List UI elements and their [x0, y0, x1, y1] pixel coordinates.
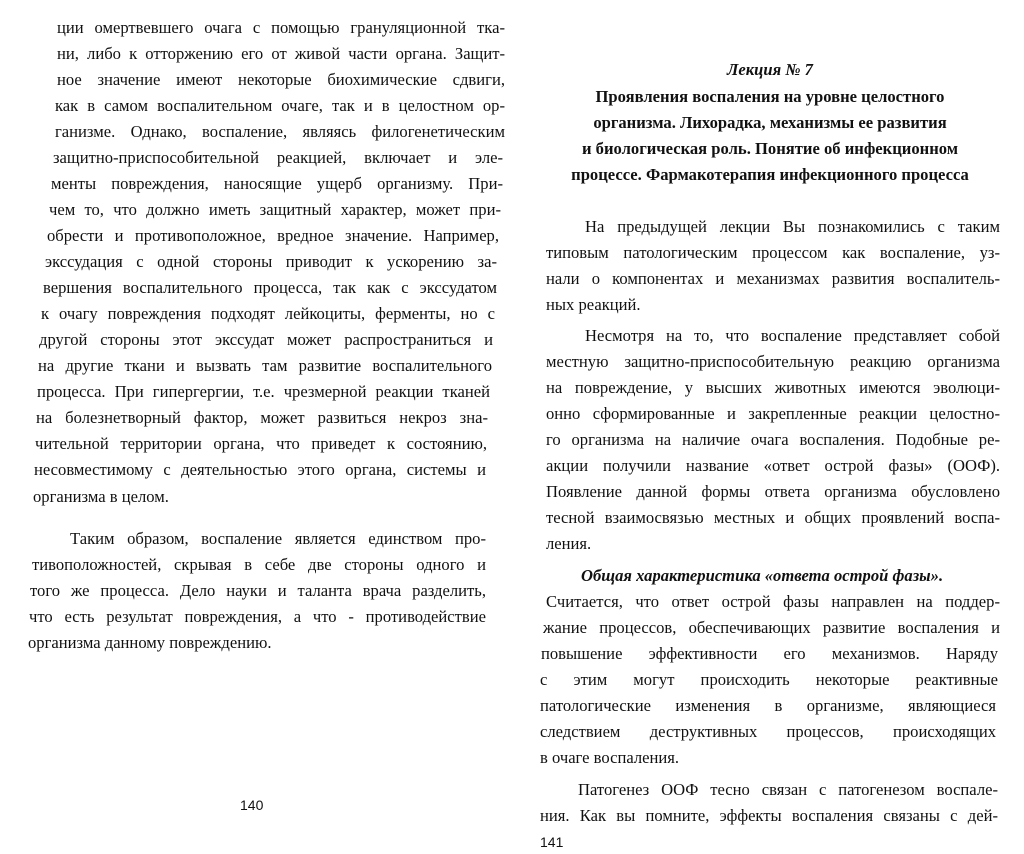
text-line: процесса. При гипергергии, т.е. чрезмерной реакции тканей	[37, 382, 490, 401]
text-line: вершения воспалительного процесса, так как с экссудатом	[43, 278, 497, 297]
text-line: ния. Как вы помните, эффекты воспаления связаны с дей-	[540, 806, 998, 825]
lecture-title-line: и биологическая роль. Понятие об инфекционном	[581, 139, 959, 158]
lecture-title-line: организма. Лихорадка, механизмы ее развития	[593, 113, 947, 132]
text-line: жание процессов, обеспечивающих развитие воспаления и	[543, 618, 1000, 637]
text-line: обрести и противоположное, вредное значение. Например,	[47, 226, 499, 245]
text-line: Несмотря на то, что воспаление представляет собой	[585, 326, 1000, 345]
text-line: несовместимому с деятельностью этого органа, системы и	[34, 460, 486, 479]
text-line: Таким образом, воспаление является единством про-	[70, 529, 486, 548]
text-line: патологические изменения в организме, являющиеся	[540, 696, 996, 715]
page-number-right: 141	[540, 834, 564, 850]
text-line: чем то, что должно иметь защитный характер, может при-	[49, 200, 501, 219]
text-line: следствием деструктивных процессов, происходящих	[540, 722, 996, 741]
text-line: с этим могут происходить некоторые реактивные	[540, 670, 998, 689]
text-line: ления.	[546, 534, 592, 553]
lecture-label: Лекция № 7	[727, 60, 813, 79]
text-line: в очаге воспаления.	[540, 748, 680, 767]
text-line: нали о компонентах и механизмах развития воспалитель-	[546, 269, 1000, 288]
text-line: ных реакций.	[546, 295, 641, 314]
text-line: защитно-приспособительной реакцией, включает и эле-	[53, 148, 503, 167]
text-line: что есть результат повреждения, а что - противодействие	[29, 607, 486, 626]
text-line: тивоположностей, скрывая в себе две стороны одного и	[32, 555, 486, 574]
text-line: ни, либо к отторжению его от живой части органа. Защит-	[57, 44, 505, 63]
text-line: того же процесса. Дело науки и таланта врача разделить,	[30, 581, 486, 600]
text-line: другой стороны этот экссудат может распространиться и	[39, 330, 493, 349]
text-line: типовым патологическим процессом как воспаление, уз-	[546, 243, 1000, 262]
text-line: местную защитно-приспособительную реакцию организма	[546, 352, 1000, 371]
text-line: повышение эффективности его механизмов. Наряду	[541, 644, 998, 663]
text-line: Патогенез ООФ тесно связан с патогенезом воспале-	[578, 780, 998, 799]
text-line: онно сформированные и закрепленные реакции целостно-	[546, 404, 1000, 423]
text-line: на повреждение, у высших животных имеются эволюци-	[546, 378, 1000, 397]
text-line: к очагу повреждения подходят лейкоциты, ферменты, но с	[41, 304, 495, 323]
text-line: ное значение имеют некоторые биохимические сдвиги,	[57, 70, 505, 89]
text-line: ганизме. Однако, воспаление, являясь филогенетическим	[55, 122, 505, 141]
text-line: на болезнетворный фактор, может развиться некроз зна-	[36, 408, 488, 427]
lecture-title-line: Проявления воспаления на уровне целостного	[595, 87, 945, 106]
text-line: ции омертвевшего очага с помощью грануляционной тка-	[57, 18, 505, 37]
text-line: организма в целом.	[33, 487, 169, 506]
text-line: организма данному повреждению.	[28, 633, 272, 652]
text-line: менты повреждения, наносящие ущерб организму. При-	[51, 174, 503, 193]
page-number-left: 140	[240, 797, 264, 813]
text-line: го организма на наличие очага воспаления. Подобные ре-	[546, 430, 1000, 449]
text-line: чительной территории органа, что приведет к состоянию,	[35, 434, 487, 453]
text-line: тесной взаимосвязью местных и общих проявлений воспа-	[546, 508, 1000, 527]
text-line: на другие ткани и вызвать там развитие воспалительного	[38, 356, 492, 375]
text-line: Появление данной формы ответа организма обусловлено	[546, 482, 1000, 501]
lecture-title-line: процессе. Фармакотерапия инфекционного процесса	[571, 165, 969, 184]
text-line: акции получили название «ответ острой фазы» (ООФ).	[546, 456, 1000, 475]
text-line: как в самом воспалительном очаге, так и в целостном ор-	[55, 96, 505, 115]
text-line: На предыдущей лекции Вы познакомились с таким	[585, 217, 1000, 236]
text-line: Считается, что ответ острой фазы направлен на поддер-	[546, 592, 1000, 611]
section-heading: Общая характеристика «ответа острой фазы».	[581, 566, 944, 585]
text-line: экссудация с одной стороны приводит к ускорению за-	[45, 252, 497, 271]
